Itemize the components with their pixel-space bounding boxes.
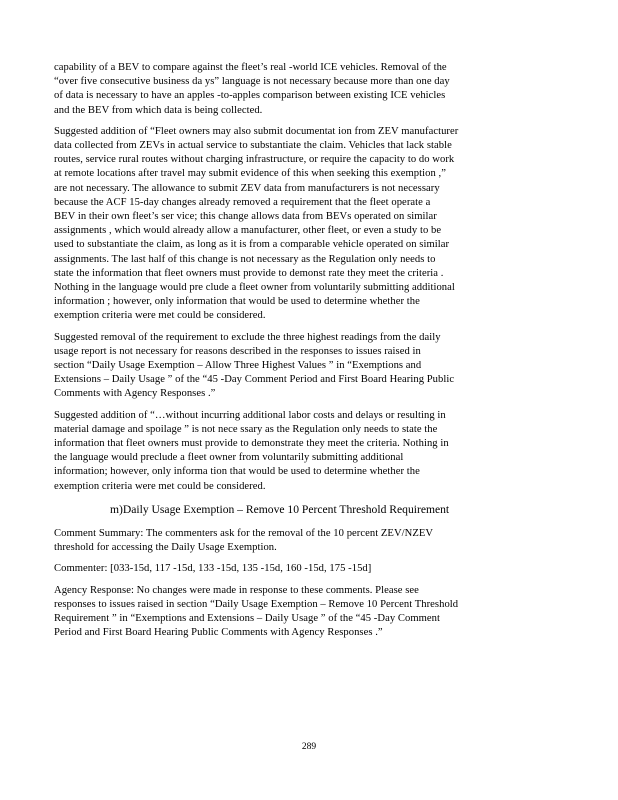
text-line: information that fleet owners must provide to demonstrate they meet the criteria. Nothing in <box>54 438 449 450</box>
text-line: routes, service rural routes without charging infrastructure, or require the capacity to do work <box>54 154 455 166</box>
text-line: assignments. The last half of this change is not necessary as the Regulation only needs to <box>54 253 436 265</box>
paragraph-agency-response <box>54 584 564 641</box>
text-line: Commenter: [033-15d, 117 -15d, 133 -15d, 135 -15d, 160 -15d, 175 -15d] <box>54 563 372 575</box>
text-line: the language would preclude a fleet owner from voluntarily submitting additional <box>54 452 404 464</box>
paragraph-bev-comparison <box>54 61 564 118</box>
paragraph-commenter <box>54 562 564 576</box>
paragraph-fleet-owners-addition <box>54 125 564 324</box>
text-line: Suggested addition of “Fleet owners may also submit documentat ion from ZEV manufacturer <box>54 125 459 137</box>
text-line: data collected from ZEVs in actual service to substantiate the claim. Vehicles that lack stable <box>54 140 452 152</box>
text-line: exemption criteria were met could be considered. <box>54 310 266 322</box>
section-heading: m)Daily Usage Exemption – Remove 10 Percent Threshold Requirement <box>110 502 450 516</box>
text-line: material damage and spoilage ” is not nece ssary as the Regulation only needs to state the <box>54 423 438 435</box>
paragraph-removal-requirement <box>54 331 564 402</box>
text-line: at remote locations after travel may submit evidence of this when seeking this exemption ,” <box>54 168 446 180</box>
text-line: Agency Response: No changes were made in response to these comments. Please see <box>54 584 419 596</box>
paragraph-labor-costs-addition <box>54 409 564 494</box>
text-line: Period and First Board Hearing Public Comments with Agency Responses .” <box>54 627 383 639</box>
text-line: usage report is not necessary for reasons described in the responses to issues raised in <box>54 345 421 357</box>
text-line: threshold for accessing the Daily Usage Exemption. <box>54 542 277 554</box>
document-page <box>54 61 564 647</box>
text-line: are not necessary. The allowance to submit ZEV data from manufacturers is not necessary <box>54 182 440 194</box>
text-line: Suggested removal of the requirement to exclude the three highest readings from the daily <box>54 331 441 343</box>
text-line: used to substantiate the claim, as long as it is from a comparable vehicle operated on similar <box>54 239 450 251</box>
text-line: BEV in their own fleet’s ser vice; this change allows data from BEVs operated on similar <box>54 211 437 223</box>
text-line: and the BEV from which data is being collected. <box>54 104 263 116</box>
text-line: Requirement ” in “Exemptions and Extensions – Daily Usage ” of the “45 -Day Comment <box>54 612 441 624</box>
text-line: Nothing in the language would pre clude a fleet owner from voluntarily submitting additional <box>54 282 455 294</box>
page-number: 289 <box>301 742 317 752</box>
text-line: information ; however, only information that would be used to determine whether the <box>54 296 420 308</box>
text-line: information; however, only informa tion that would be used to determine whether the <box>54 466 420 478</box>
text-line: exemption criteria were met could be considered. <box>54 480 266 492</box>
text-line: assignments , which would already allow a manufacturer, other fleet, or even a study to be <box>54 225 442 237</box>
text-line: responses to issues raised in section “Daily Usage Exemption – Remove 10 Percent Threshold <box>54 598 459 610</box>
paragraph-comment-summary <box>54 527 564 555</box>
text-line: “over five consecutive business da ys” language is not necessary because more than one day <box>54 76 450 88</box>
text-line: of data is necessary to have an apples -to-apples comparison between existing ICE vehicles <box>54 90 446 102</box>
text-line: state the information that fleet owners must provide to demonst rate they meet the criteria . <box>54 267 444 279</box>
text-line: capability of a BEV to compare against the fleet’s real -world ICE vehicles. Removal of the <box>54 62 447 73</box>
text-line: section “Daily Usage Exemption – Allow Three Highest Values ” in “Exemptions and <box>54 360 422 372</box>
text-line: Comment Summary: The commenters ask for the removal of the 10 percent ZEV/NZEV <box>54 527 434 539</box>
text-line: Comments with Agency Responses .” <box>54 388 216 400</box>
text-line: Suggested addition of “…without incurring additional labor costs and delays or resulting in <box>54 409 446 421</box>
text-line: Extensions – Daily Usage ” of the “45 -Day Comment Period and First Board Hearing Public <box>54 374 455 386</box>
text-line: because the ACF 15-day changes already removed a requirement that the fleet operate a <box>54 196 431 208</box>
